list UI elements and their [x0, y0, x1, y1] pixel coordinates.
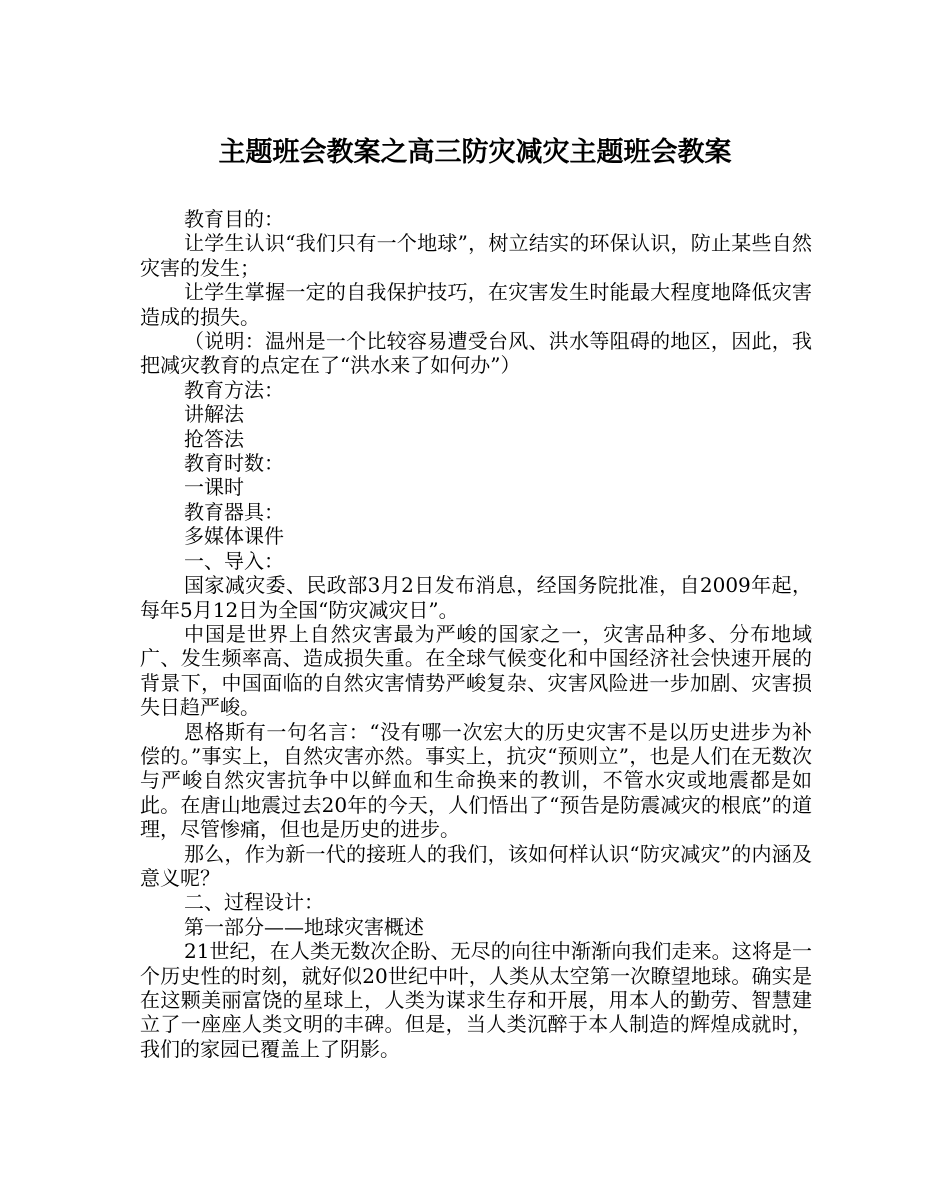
paragraph: 第一部分——地球灾害概述 — [184, 914, 424, 939]
paragraph: 讲解法 — [184, 402, 244, 427]
paragraph: 那么，作为新一代的接班人的我们，该如何样认识“防灾减灾”的内涵及意义呢？ — [140, 841, 812, 890]
paragraph: 多媒体课件 — [184, 524, 284, 549]
paragraph: 让学生认识“我们只有一个地球”，树立结实的环保认识，防止某些自然灾害的发生； — [140, 231, 812, 280]
paragraph: 教育方法： — [184, 377, 284, 402]
paragraph: 一、导入： — [184, 548, 284, 573]
paragraph: 21世纪，在人类无数次企盼、无尽的向往中渐渐向我们走来。这将是一个历史性的时刻，就好似20世纪中叶，人类从太空第一次瞭望地球。确实是在这颗美丽富饶的星球上，人类为谋求生存和开展，用本人的勤劳、智慧建立了一座座人类文明的丰碑。但是，当人类沉醉于本人制造的辉煌成就时，我们的家园已覆盖上了阴影。 — [140, 939, 812, 1061]
paragraph: 教育器具： — [184, 499, 284, 524]
paragraph: 中国是世界上自然灾害最为严峻的国家之一，灾害品种多、分布地域广、发生频率高、造成损失重。在全球气候变化和中国经济社会快速开展的背景下，中国面临的自然灾害情势严峻复杂、灾害风险进一步加剧、灾害损失日趋严峻。 — [140, 621, 812, 720]
document-title: 主题班会教案之高三防灾减灾主题班会教案 — [218, 137, 732, 168]
paragraph: 二、过程设计： — [184, 890, 324, 915]
paragraph: 教育时数： — [184, 451, 284, 476]
paragraph: 恩格斯有一句名言：“没有哪一次宏大的历史灾害不是以历史进步为补偿的。”事实上，自然灾害亦然。事实上，抗灾“预则立”，也是人们在无数次与严峻自然灾害抗争中以鲜血和生命换来的教训，不管水灾或地震都是如此。在唐山地震过去20年的今天，人们悟出了“预告是防震减灾的根底”的道理，尽管惨痛，但也是历史的进步。 — [140, 719, 812, 842]
paragraph: 国家减灾委、民政部3月2日发布消息，经国务院批准，自2009年起，每年5月12日为全国“防灾减灾日”。 — [140, 573, 812, 622]
paragraph: 教育目的： — [184, 207, 284, 231]
paragraph: 抢答法 — [184, 426, 244, 451]
paragraph: 一课时 — [184, 475, 244, 500]
document-body — [140, 207, 812, 1061]
paragraph: 让学生掌握一定的自我保护技巧，在灾害发生时能最大程度地降低灾害造成的损失。 — [140, 280, 812, 329]
paragraph: （说明：温州是一个比较容易遭受台风、洪水等阻碍的地区，因此，我把减灾教育的点定在了“洪水来了如何办”） — [140, 329, 812, 378]
